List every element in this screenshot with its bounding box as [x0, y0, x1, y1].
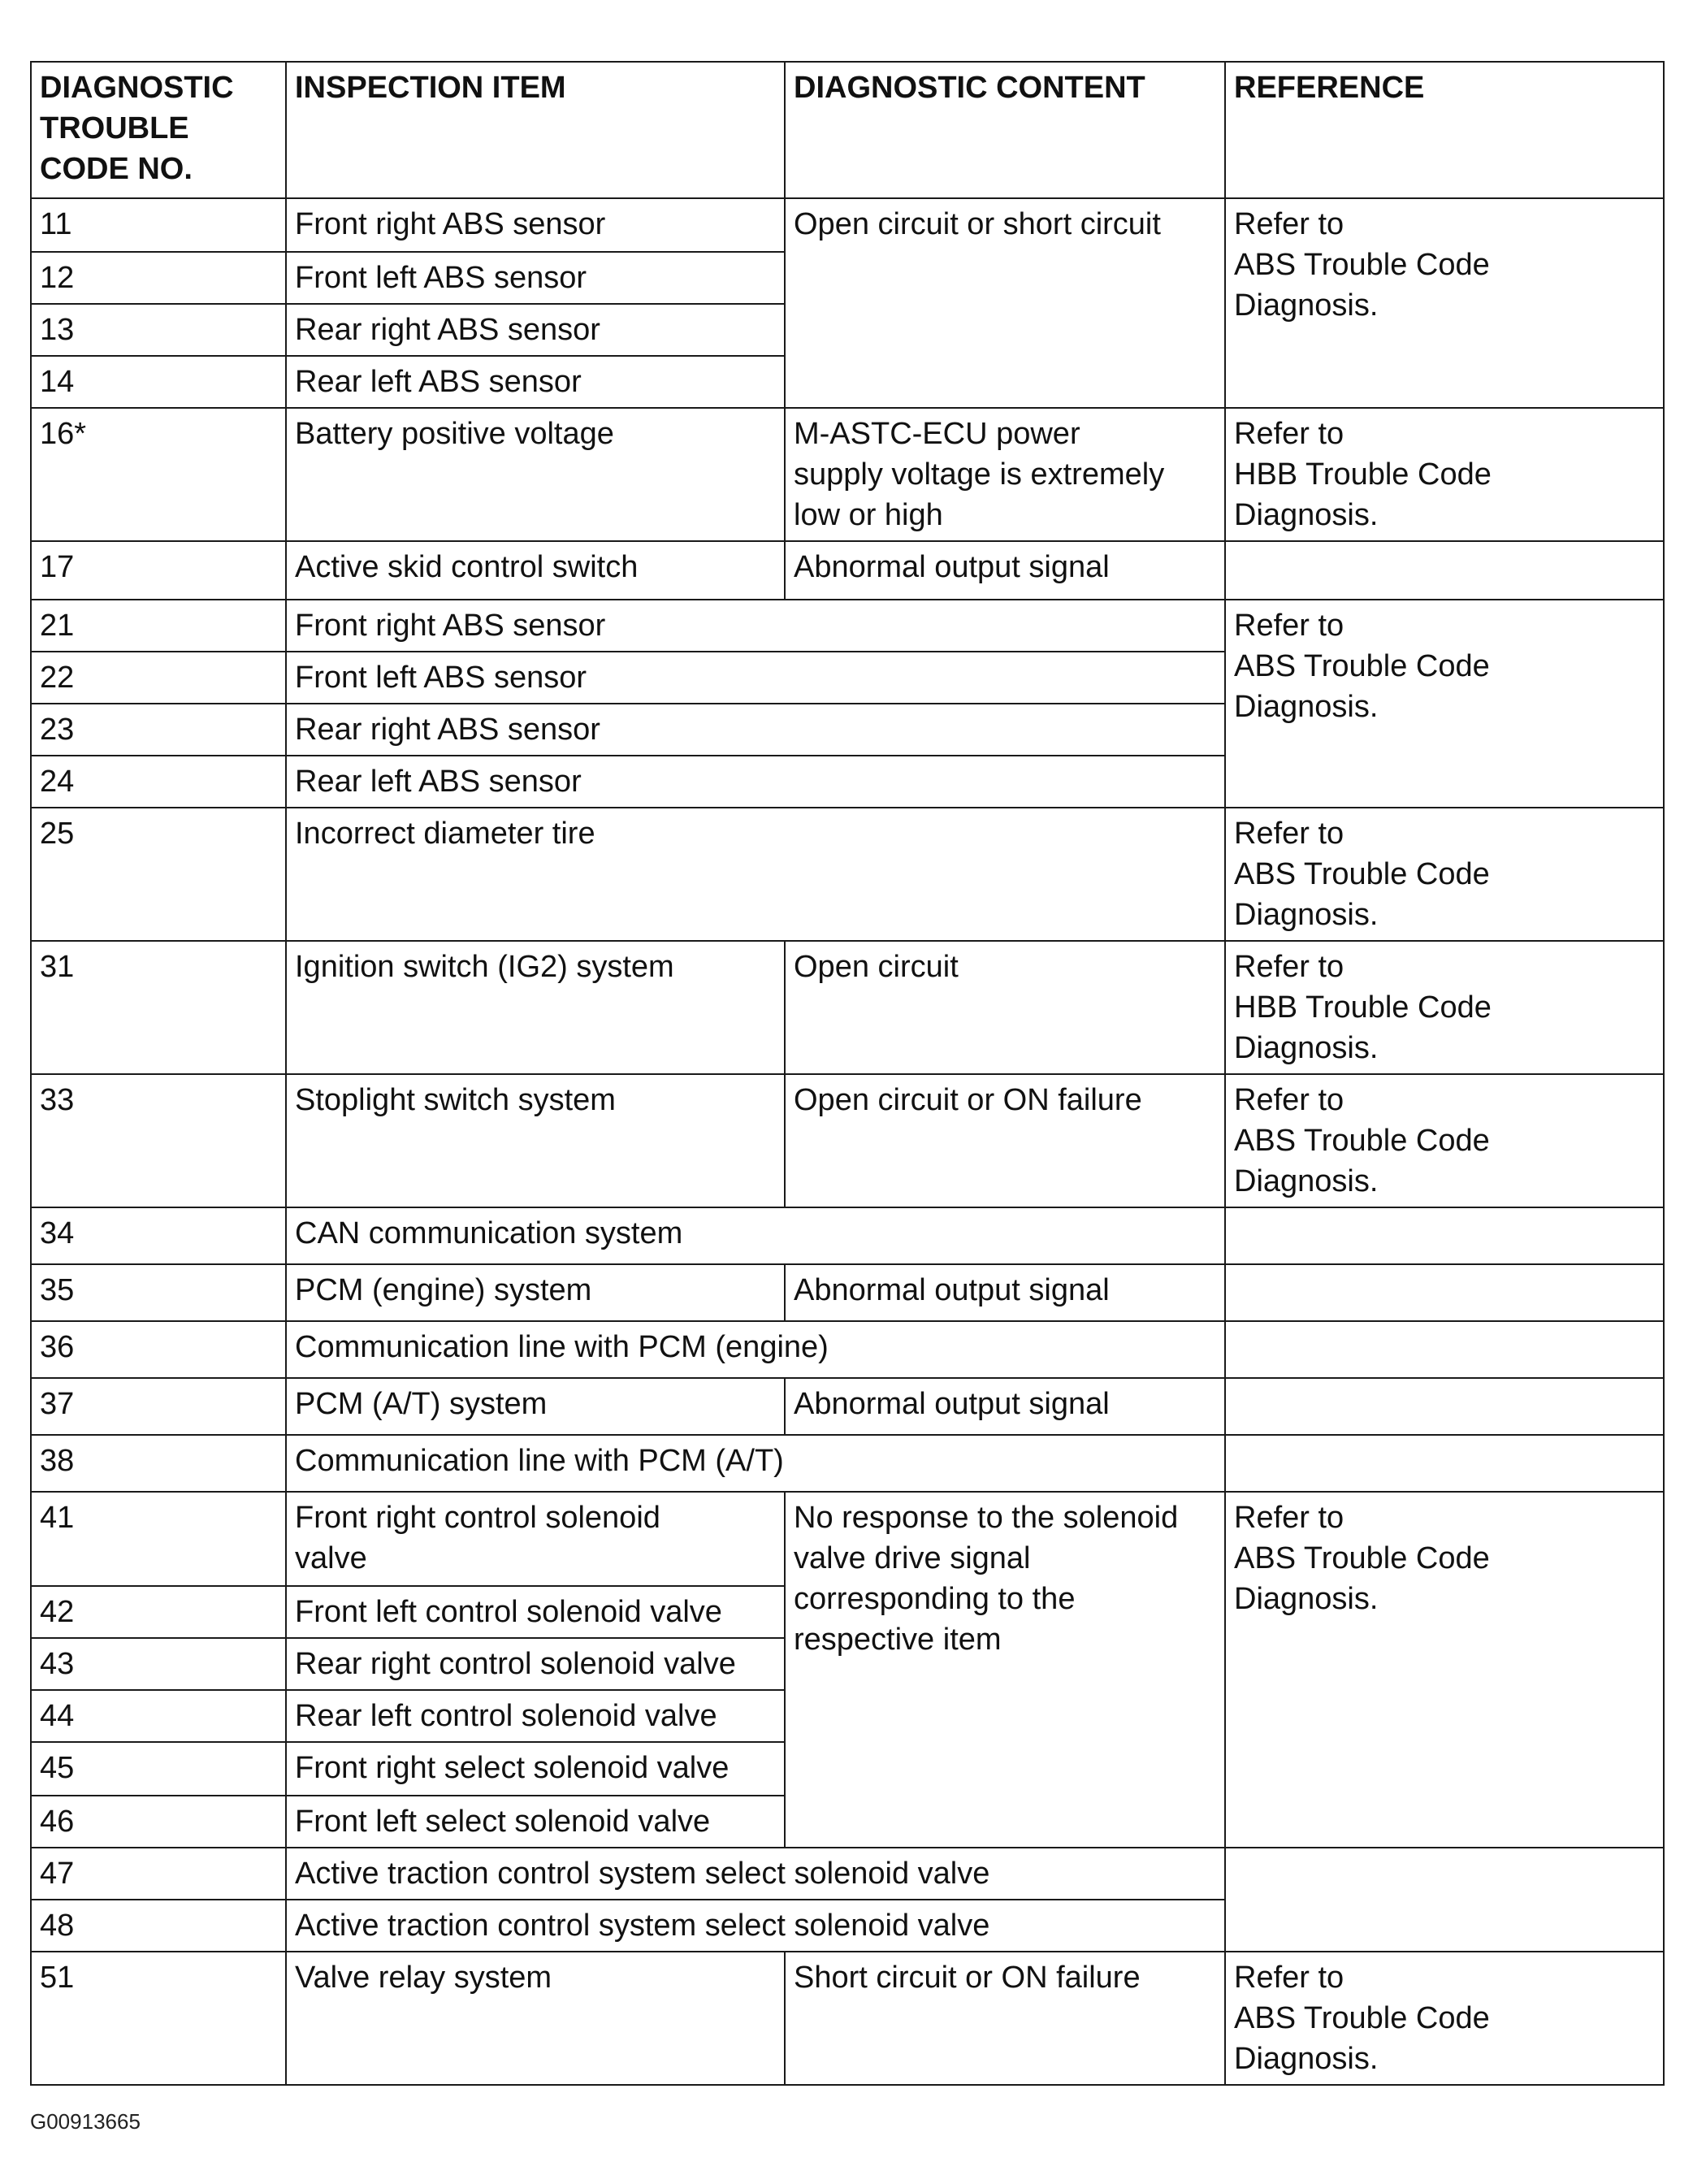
reference-cell: [1225, 1321, 1664, 1378]
reference-cell: Refer to ABS Trouble Code Diagnosis.: [1225, 1952, 1664, 2085]
item-cell: Rear left control solenoid valve: [286, 1690, 785, 1742]
item-cell: Active traction control system select solenoid valve: [286, 1900, 1225, 1952]
reference-cell: Refer to ABS Trouble Code Diagnosis.: [1225, 808, 1664, 941]
header-row: [31, 62, 1664, 198]
content-cell: Abnormal output signal: [785, 1378, 1225, 1435]
item-cell: Active traction control system select solenoid valve: [286, 1848, 1225, 1900]
table-row: [31, 408, 1664, 541]
code-cell: 22: [31, 652, 286, 704]
item-cell: Front left control solenoid valve: [286, 1586, 785, 1638]
table-row: [31, 1492, 1664, 1586]
reference-cell: [1225, 1264, 1664, 1321]
code-cell: 45: [31, 1742, 286, 1796]
reference-cell: Refer to HBB Trouble Code Diagnosis.: [1225, 941, 1664, 1074]
reference-cell: Refer to ABS Trouble Code Diagnosis.: [1225, 1492, 1664, 1848]
code-cell: 17: [31, 541, 286, 600]
code-cell: 35: [31, 1264, 286, 1321]
code-cell: 31: [31, 941, 286, 1074]
reference-cell: [1225, 1378, 1664, 1435]
code-cell: 24: [31, 756, 286, 808]
item-cell: Rear right ABS sensor: [286, 304, 785, 356]
reference-cell: Refer to ABS Trouble Code Diagnosis.: [1225, 600, 1664, 808]
reference-cell: [1225, 541, 1664, 600]
item-cell: PCM (A/T) system: [286, 1378, 785, 1435]
code-cell: 48: [31, 1900, 286, 1952]
code-cell: 42: [31, 1586, 286, 1638]
content-cell: Short circuit or ON failure: [785, 1952, 1225, 2085]
table-row: [31, 1074, 1664, 1207]
item-cell: Valve relay system: [286, 1952, 785, 2085]
header-inspection-item: INSPECTION ITEM: [286, 62, 785, 198]
code-cell: 33: [31, 1074, 286, 1207]
item-cell: Front right ABS sensor: [286, 600, 1225, 652]
reference-cell: [1225, 1435, 1664, 1492]
reference-cell: [1225, 1848, 1664, 1952]
table-row: [31, 1207, 1664, 1264]
content-cell: Open circuit: [785, 941, 1225, 1074]
item-cell: Front left ABS sensor: [286, 252, 785, 304]
code-cell: 12: [31, 252, 286, 304]
table-row: [31, 1264, 1664, 1321]
item-cell: Front right control solenoid valve: [286, 1492, 785, 1586]
table-row: [31, 1848, 1664, 1900]
header-code: DIAGNOSTIC TROUBLE CODE NO.: [31, 62, 286, 198]
table-row: [31, 600, 1664, 652]
reference-cell: [1225, 1207, 1664, 1264]
code-cell: 38: [31, 1435, 286, 1492]
item-cell: Rear right ABS sensor: [286, 704, 1225, 756]
code-cell: 11: [31, 198, 286, 252]
figure-id: G00913665: [30, 2109, 141, 2134]
item-cell: Rear left ABS sensor: [286, 756, 1225, 808]
code-cell: 41: [31, 1492, 286, 1586]
content-cell: Open circuit or ON failure: [785, 1074, 1225, 1207]
code-cell: 37: [31, 1378, 286, 1435]
item-cell: Front right select solenoid valve: [286, 1742, 785, 1796]
table-row: [31, 941, 1664, 1074]
table-row: [31, 1378, 1664, 1435]
code-cell: 51: [31, 1952, 286, 2085]
item-cell: Stoplight switch system: [286, 1074, 785, 1207]
code-cell: 21: [31, 600, 286, 652]
content-cell: No response to the solenoid valve drive signal corresponding to the respective item: [785, 1492, 1225, 1848]
content-cell: Open circuit or short circuit: [785, 198, 1225, 408]
table-row: [31, 198, 1664, 252]
header-reference: REFERENCE: [1225, 62, 1664, 198]
content-cell: Abnormal output signal: [785, 1264, 1225, 1321]
item-cell: Active skid control switch: [286, 541, 785, 600]
code-cell: 47: [31, 1848, 286, 1900]
reference-cell: Refer to ABS Trouble Code Diagnosis.: [1225, 198, 1664, 408]
table-row: [31, 1321, 1664, 1378]
table-row: [31, 1435, 1664, 1492]
item-cell: Front right ABS sensor: [286, 198, 785, 252]
content-cell: Abnormal output signal: [785, 541, 1225, 600]
item-cell: Communication line with PCM (A/T): [286, 1435, 1225, 1492]
table-row: [31, 808, 1664, 941]
item-cell: PCM (engine) system: [286, 1264, 785, 1321]
header-diagnostic-content: DIAGNOSTIC CONTENT: [785, 62, 1225, 198]
code-cell: 14: [31, 356, 286, 408]
code-cell: 23: [31, 704, 286, 756]
code-cell: 13: [31, 304, 286, 356]
code-cell: 46: [31, 1796, 286, 1848]
code-cell: 16*: [31, 408, 286, 541]
table-row: [31, 1952, 1664, 2085]
item-cell: Battery positive voltage: [286, 408, 785, 541]
code-cell: 44: [31, 1690, 286, 1742]
reference-cell: Refer to ABS Trouble Code Diagnosis.: [1225, 1074, 1664, 1207]
content-cell: M-ASTC-ECU power supply voltage is extremely low or high: [785, 408, 1225, 541]
code-cell: 25: [31, 808, 286, 941]
code-cell: 34: [31, 1207, 286, 1264]
reference-cell: Refer to HBB Trouble Code Diagnosis.: [1225, 408, 1664, 541]
item-cell: Communication line with PCM (engine): [286, 1321, 1225, 1378]
dtc-table: [30, 61, 1665, 2086]
item-cell: CAN communication system: [286, 1207, 1225, 1264]
code-cell: 36: [31, 1321, 286, 1378]
item-cell: Front left ABS sensor: [286, 652, 1225, 704]
code-cell: 43: [31, 1638, 286, 1690]
item-cell: Incorrect diameter tire: [286, 808, 1225, 941]
table-row: [31, 541, 1664, 600]
item-cell: Front left select solenoid valve: [286, 1796, 785, 1848]
item-cell: Ignition switch (IG2) system: [286, 941, 785, 1074]
item-cell: Rear right control solenoid valve: [286, 1638, 785, 1690]
item-cell: Rear left ABS sensor: [286, 356, 785, 408]
